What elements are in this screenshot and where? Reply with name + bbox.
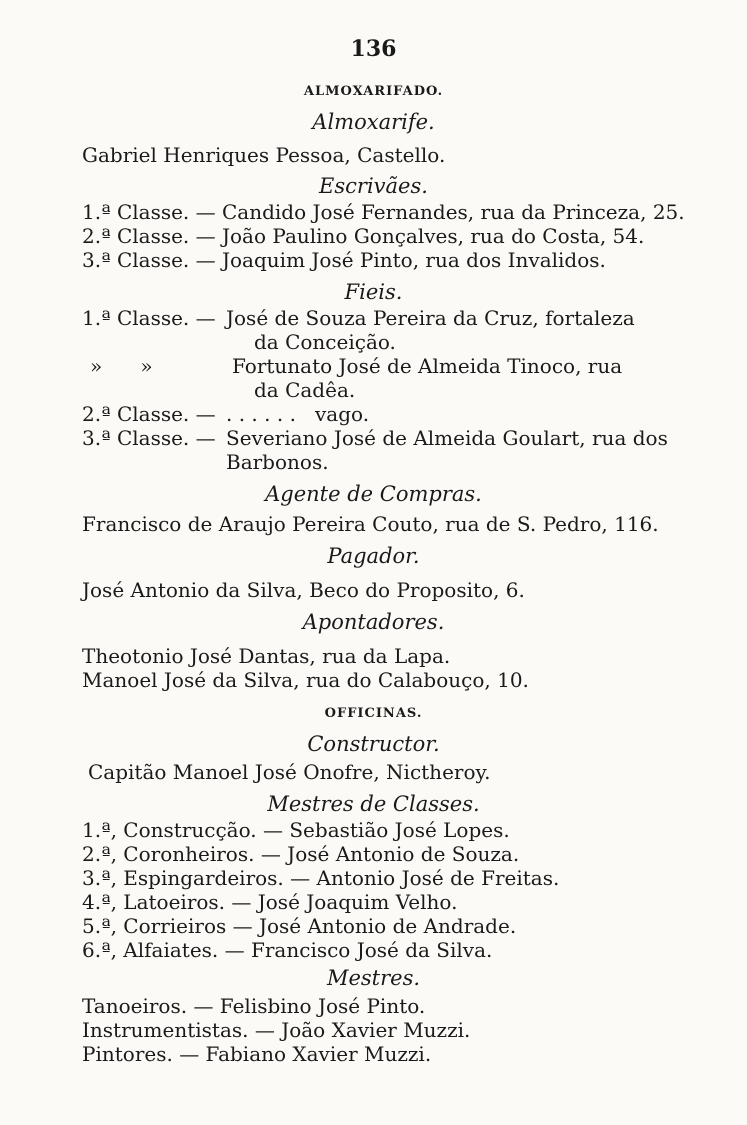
mestre-entry: Tanoeiros. — Felisbino José Pinto. (82, 994, 426, 1018)
section-title-almoxarifado: ALMOXARIFADO. (303, 84, 444, 99)
section-title-officinas: OFFICINAS. (324, 706, 423, 721)
escrivao-entry: 2.ª Classe. — João Paulino Gonçalves, rua do Costa, 54. (82, 224, 645, 248)
agente-entry: Francisco de Araujo Pereira Couto, rua de S. Pedro, 116. (82, 512, 659, 536)
mestre-classe-entry: 1.ª, Construcção. — Sebastião José Lopes. (82, 818, 510, 842)
mestre-classe-entry: 2.ª, Coronheiros. — José Antonio de Souza. (82, 842, 520, 866)
fiel-text: Severiano José de Almeida Goulart, rua dos (226, 426, 668, 450)
heading-agente-de-compras: Agente de Compras. (265, 482, 482, 506)
apontador-entry: Manoel José da Silva, rua do Calabouço, 10. (82, 668, 529, 692)
mestre-classe-entry: 3.ª, Espingardeiros. — Antonio José de Freitas. (82, 866, 560, 890)
fiel-class: » » (90, 354, 153, 378)
fiel-text: Fortunato José de Almeida Tinoco, rua (232, 354, 623, 378)
fiel-text: Barbonos. (226, 450, 329, 474)
heading-pagador: Pagador. (327, 544, 420, 568)
heading-mestres-de-classes: Mestres de Classes. (267, 792, 480, 816)
fiel-class: 1.ª Classe. — (82, 306, 216, 330)
pagador-entry: José Antonio da Silva, Beco do Proposito, 6. (82, 578, 525, 602)
page-number: 136 (350, 36, 397, 62)
fiel-text: da Conceição. (254, 330, 396, 354)
apontador-entry: Theotonio José Dantas, rua da Lapa. (82, 644, 451, 668)
heading-escrivaes: Escrivães. (319, 174, 428, 198)
mestre-entry: Instrumentistas. — João Xavier Muzzi. (82, 1018, 471, 1042)
mestre-classe-entry: 6.ª, Alfaiates. — Francisco José da Silva. (82, 938, 493, 962)
mestre-classe-entry: 5.ª, Corrieiros — José Antonio de Andrade. (82, 914, 517, 938)
heading-fieis: Fieis. (344, 280, 403, 304)
almoxarife-entry: Gabriel Henriques Pessoa, Castello. (82, 143, 446, 167)
escrivao-entry: 1.ª Classe. — Candido José Fernandes, rua da Princeza, 25. (82, 200, 685, 224)
heading-almoxarife: Almoxarife. (312, 110, 435, 134)
heading-apontadores: Apontadores. (302, 610, 445, 634)
fiel-text: José de Souza Pereira da Cruz, fortaleza (226, 306, 635, 330)
escrivao-entry: 3.ª Classe. — Joaquim José Pinto, rua dos Invalidos. (82, 248, 606, 272)
heading-mestres: Mestres. (326, 966, 421, 990)
mestre-classe-entry: 4.ª, Latoeiros. — José Joaquim Velho. (82, 890, 458, 914)
fiel-class: 2.ª Classe. — (82, 402, 216, 426)
constructor-entry: Capitão Manoel José Onofre, Nictheroy. (88, 760, 491, 784)
heading-constructor: Constructor. (307, 732, 440, 756)
fiel-text: da Cadêa. (254, 378, 356, 402)
fiel-text: . . . . . . vago. (226, 402, 370, 426)
fiel-class: 3.ª Classe. — (82, 426, 216, 450)
mestre-entry: Pintores. — Fabiano Xavier Muzzi. (82, 1042, 432, 1066)
